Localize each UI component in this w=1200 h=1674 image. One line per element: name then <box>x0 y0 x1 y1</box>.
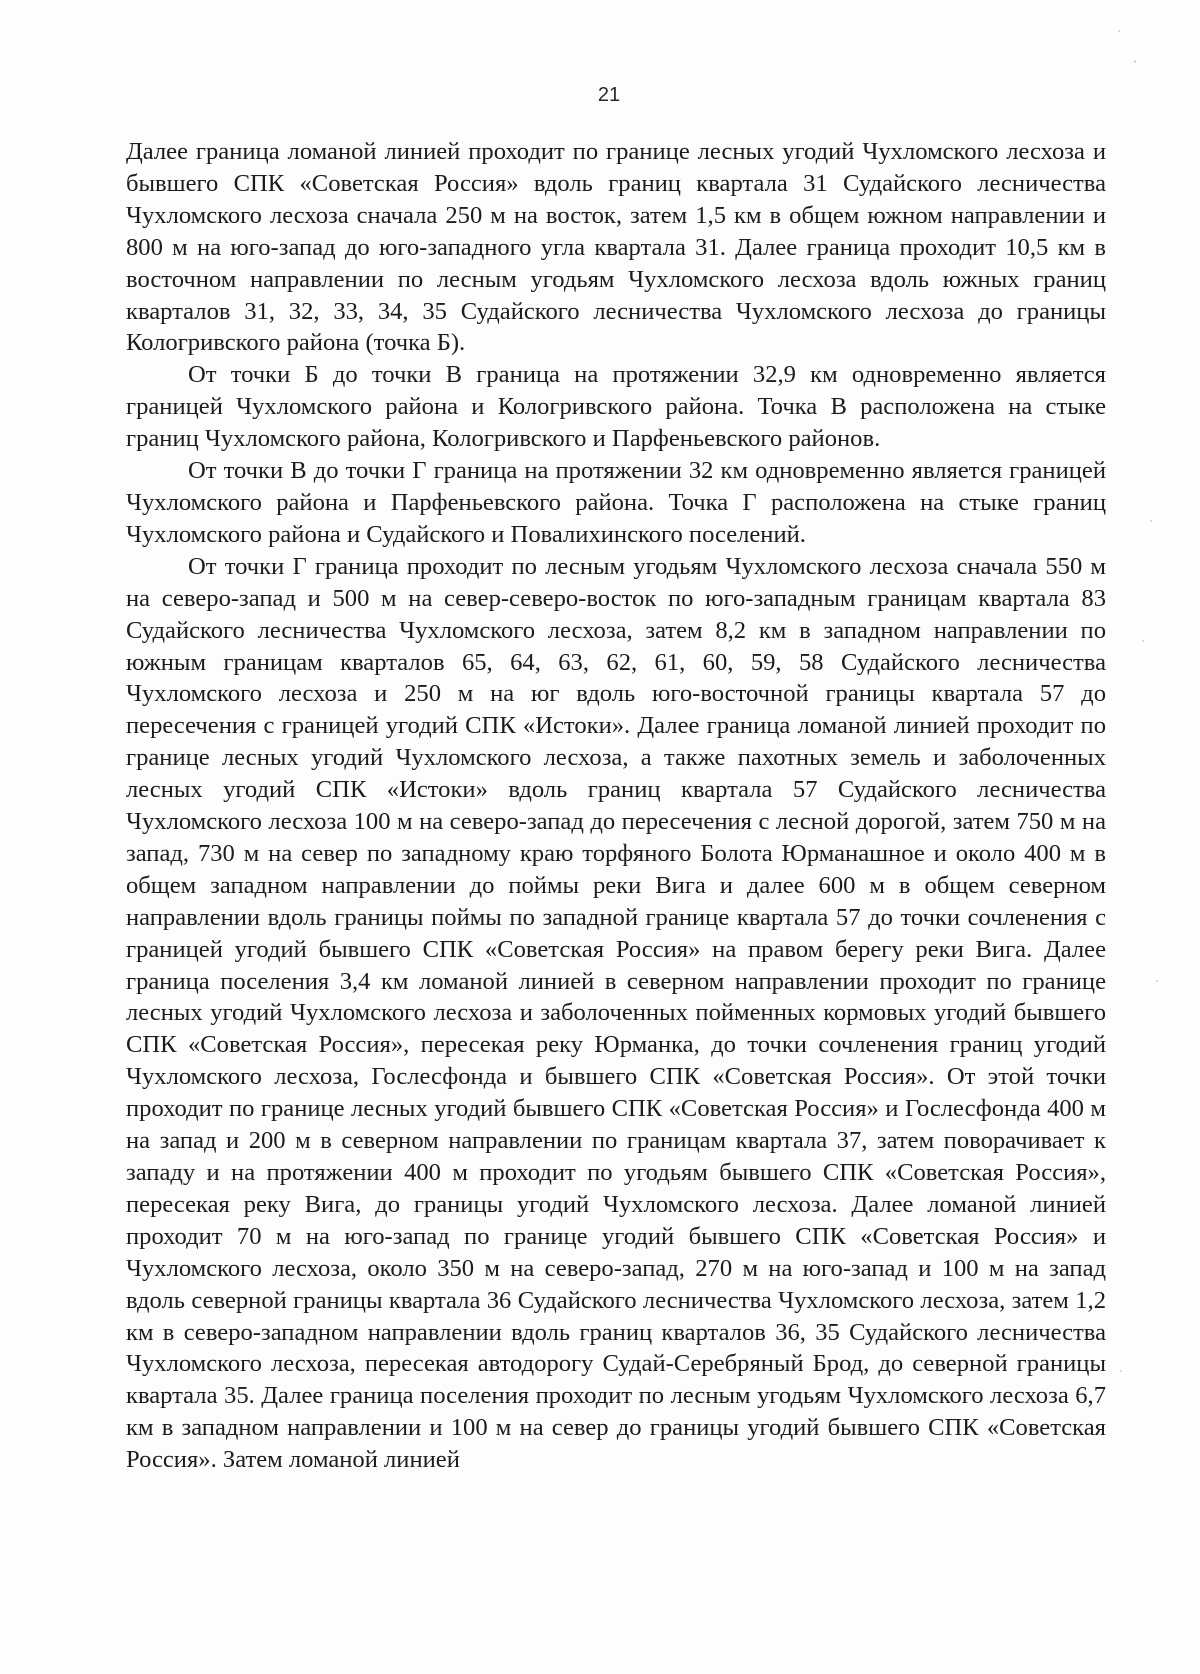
scan-speck <box>1150 520 1152 522</box>
paragraph-3: От точки В до точки Г граница на протяжении 32 км одновременно является границей Чухломского района и Парфеньевского района. Точка Г расположена на стыке границ Чухломского района и Судайского и Повалихинского поселений. <box>126 457 1106 548</box>
scan-speck <box>1120 1370 1122 1372</box>
page-number: 21 <box>597 84 621 106</box>
paragraph-2: От точки Б до точки В граница на протяжении 32,9 км одновременно является границей Чухломского района и Кологривского района. Точка В расположена на стыке границ Чухломского района, Кологривского и Парфеньевского районов. <box>126 361 1106 453</box>
scan-speck <box>1156 980 1158 982</box>
document-body <box>126 136 1106 1476</box>
scan-speck <box>1118 30 1120 32</box>
scan-speck <box>1134 60 1136 63</box>
paragraph-1: Далее граница ломаной линией проходит по границе лесных угодий Чухломского лесхоза и бывшего СПК «Советская Россия» вдоль границ квартала 31 Судайского лесничества Чухломского лесхоза сначала 250 м на восток, затем 1,5 км в общем южном направлении и 800 м на юго-запад до юго-западного угла квартала 31. Далее граница проходит 10,5 км в восточном направлении по лесным угодьям Чухломского лесхоза вдоль южных границ кварталов 31, 32, 33, 34, 35 Судайского лесничества Чухломского лесхоза до границы Кологривского района (точка Б). <box>126 138 1106 357</box>
scan-speck <box>1142 640 1144 642</box>
paragraph-4: От точки Г граница проходит по лесным угодьям Чухломского лесхоза сначала 550 м на северо-запад и 500 м на север-северо-восток по юго-западным границам квартала 83 Судайского лесничества Чухломского лесхоза, затем 8,2 км в западном направлении по южным границам кварталов 65, 64, 63, 62, 61, 60, 59, 58 Судайского лесничества Чухломского лесхоза и 250 м на юг вдоль юго-восточной границы квартала 57 до пересечения с границей угодий СПК «Истоки». Далее граница ломаной линией проходит по границе лесных угодий Чухломского лесхоза, а также пахотных земель и заболоченных лесных угодий СПК «Истоки» вдоль границ квартала 57 Судайского лесничества Чухломского лесхоза 100 м на северо-запад до пересечения с лесной дорогой, затем 750 м на запад, 730 м на север по западному краю торфяного Болота Юрманашное и около 400 м в общем западном направлении до поймы реки Вига и далее 600 м в общем северном направлении вдоль границы поймы по западной границе квартала 57 до точки сочленения с границей угодий бывшего СПК «Советская Россия» на правом берегу реки Вига. Далее граница поселения 3,4 км ломаной линией в северном направлении проходит по границе лесных угодий Чухломского лесхоза и заболоченных пойменных кормовых угодий бывшего СПК «Советская Россия», пересекая реку Юрманка, до точки сочленения границ угодий Чухломского лесхоза, Гослесфонда и бывшего СПК «Советская Россия». От этой точки проходит по границе лесных угодий бывшего СПК «Советская Россия» и Гослесфонда 400 м на запад и 200 м в северном направлении по границам квартала 37, затем поворачивает к западу и на протяжении 400 м проходит по угодьям бывшего СПК «Советская Россия», пересекая реку Вига, до границы угодий Чухломского лесхоза. Далее ломаной линией проходит 70 м на юго-запад по границе угодий бывшего СПК «Советская Россия» и Чухломского лесхоза, около 350 м на северо-запад, 270 м на юго-запад и 100 м на запад вдоль северной границы квартала 36 Судайского лесничества Чухломского лесхоза, затем 1,2 км в северо-западном направлении вдоль границ кварталов 36, 35 Судайского лесничества Чухломского лесхоза, пересекая автодорогу Судай-Серебряный Брод, до северной границы квартала 35. Далее граница поселения проходит по лесным угодьям Чухломского лесхоза 6,7 км в западном направлении и 100 м на север до границы угодий бывшего СПК «Советская Россия». Затем ломаной линией <box>126 552 1106 1474</box>
